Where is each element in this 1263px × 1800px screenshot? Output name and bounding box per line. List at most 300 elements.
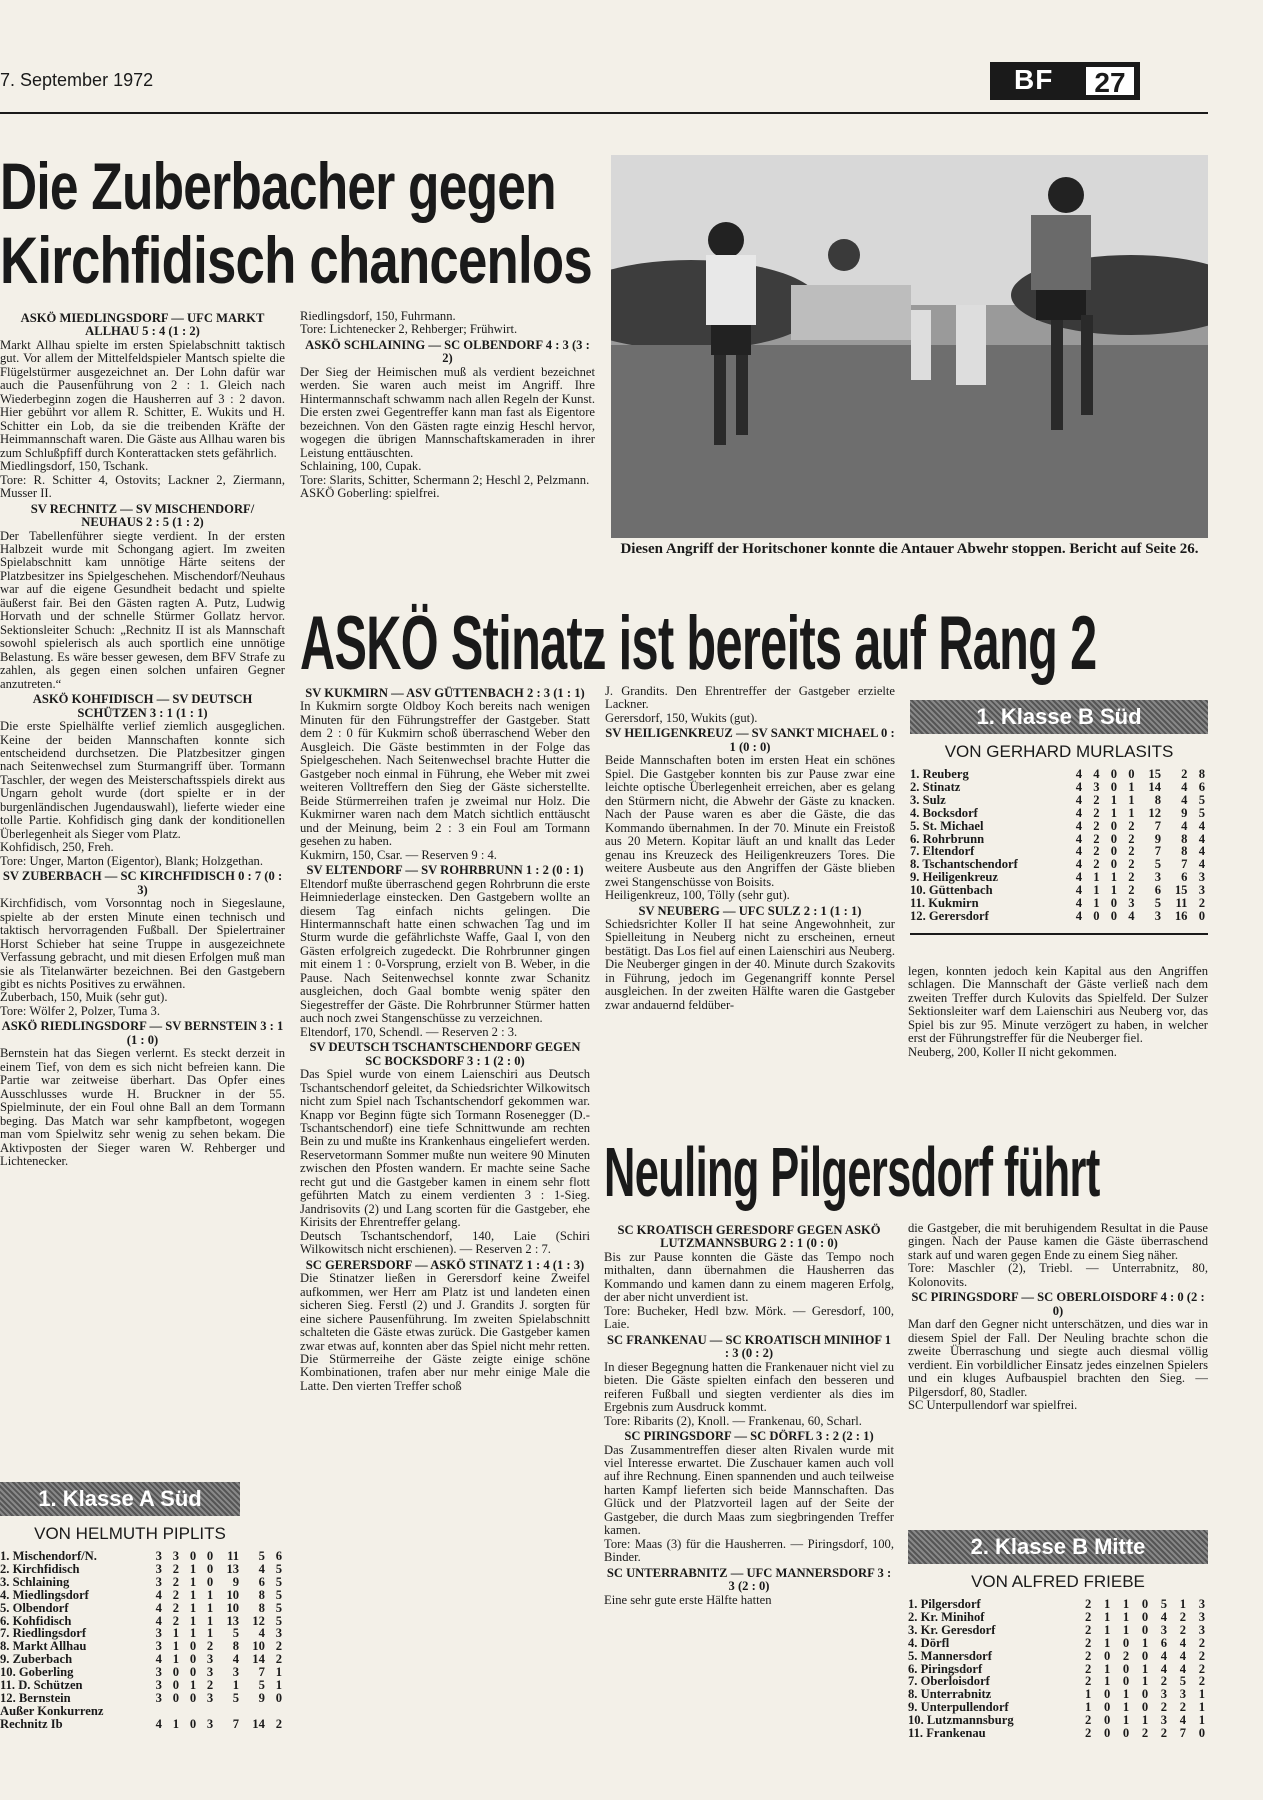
stat-cell: 4 <box>1075 767 1083 781</box>
standings-row <box>910 794 1208 807</box>
stat-cell: 4 <box>1075 805 1083 820</box>
stat-cell: 2 <box>1093 844 1100 859</box>
stat-cell: 1 <box>1179 1597 1187 1611</box>
stat-cell: 0 <box>1103 1700 1111 1715</box>
stat-cell: 1 <box>1093 870 1100 885</box>
article-column-5 <box>908 965 1208 1125</box>
team-name: 4. Miedlingsdorf <box>0 1587 89 1602</box>
article-paragraph: Zuberbach, 150, Muik (sehr gut). <box>0 990 168 1005</box>
stat-cell: 2 <box>1198 1674 1205 1689</box>
stat-cell: 0 <box>275 1690 282 1705</box>
stat-cell: 3 <box>206 1652 214 1667</box>
stat-cell: 1 <box>1085 1687 1092 1702</box>
page-number: 27 <box>1084 65 1136 97</box>
stat-cell: 5 <box>232 1690 240 1705</box>
stat-cell: 1 <box>1122 1700 1130 1715</box>
article-paragraph: Tore: Lichtenecker 2, Rehberger; Frühwirt. <box>300 322 518 337</box>
team-name: 5. St. Michael <box>910 818 984 833</box>
stat-cell <box>216 1705 242 1718</box>
stat-cell: 0 <box>1103 1726 1111 1741</box>
stat-cell: 13 <box>226 1613 240 1628</box>
match-heading: SC PIRINGSDORF — SC OBERLOISDORF 4 : 0 (2 : 0) <box>911 1290 1205 1318</box>
stat-cell: 2 <box>1128 870 1135 885</box>
photo-illustration <box>611 155 1208 538</box>
stat-cell: 4 <box>1075 792 1083 807</box>
stat-cell: 3 <box>1198 883 1205 898</box>
stat-cell: 1 <box>206 1600 214 1615</box>
team-name: 7. Riedlingsdorf <box>0 1626 87 1641</box>
standings-row <box>910 768 1208 781</box>
match-heading: SC PIRINGSDORF — SC DÖRFL 3 : 2 (2 : 1) <box>624 1429 874 1444</box>
stat-cell: 3 <box>1160 1622 1168 1637</box>
stat-cell: 10 <box>226 1587 240 1602</box>
stat-cell: 0 <box>1122 1635 1130 1650</box>
stat-cell: 3 <box>1128 896 1135 911</box>
stat-cell: 12 <box>1148 805 1161 820</box>
stat-cell: 1 <box>189 1600 197 1615</box>
standings-row <box>908 1727 1208 1740</box>
team-name: 10. Goberling <box>0 1665 74 1680</box>
stat-cell: 5 <box>232 1626 240 1641</box>
article-paragraph: Tore: Unger, Marton (Eigentor), Blank; Holzgethan. <box>0 853 264 868</box>
article-paragraph: Tore: Wölfer 2, Polzer, Tuma 3. <box>0 1003 160 1018</box>
stat-cell: 2 <box>1179 1700 1187 1715</box>
stat-cell: 2 <box>275 1716 282 1731</box>
stat-cell: 2 <box>1085 1713 1092 1728</box>
stat-cell: 1 <box>1103 1622 1111 1637</box>
article-column-1 <box>0 310 285 1490</box>
stat-cell: 4 <box>1075 857 1083 872</box>
article-paragraph: Beide Mannschaften boten im ersten Heat ein schönes Spiel. Die Gastgeber konnten bis zur Pause zwar eine leichte optische Überlegenheit erreichen, aber es gelang den Stürmern nicht, die Abwehr der Gäste zu knacken. Nach der Pause waren es aber die Gäste, die das Kommando übernahmen. In der 70. Minute ein Freistoß aus 20 Metern. Kopitar läuft an und knallt das Leder genau ins Kreuzeck des Heiligenkreuzers Tores. Die weitere Ausbeute aus den Angriffen der Gäste blieben zwei Stangenschüsse von Boisits. <box>605 753 895 889</box>
team-name: 9. Zuberbach <box>0 1652 73 1667</box>
stat-cell: 4 <box>1093 767 1100 781</box>
team-name: 11. Frankenau <box>908 1726 986 1741</box>
stat-cell: 14 <box>1148 779 1161 794</box>
team-name: 3. Kr. Geresdorf <box>908 1622 996 1637</box>
stat-cell: 0 <box>1110 857 1118 872</box>
match-heading: SC FRANKENAU — SC KROATISCH MINIHOF 1 : 3 (0 : 2) <box>606 1332 892 1361</box>
team-name: 7. Eltendorf <box>910 844 975 859</box>
stat-cell: 4 <box>1198 818 1205 833</box>
team-name: 2. Stinatz <box>910 779 961 794</box>
stat-cell: 2 <box>1179 1609 1187 1624</box>
match-heading: ASKÖ MIEDLINGSDORF — UFC MARKT ALLHAU 5 : 4 (1 : 2) <box>20 311 265 339</box>
stat-cell: 11 <box>1175 896 1188 911</box>
standings-row <box>908 1637 1208 1650</box>
article-paragraph: Der Sieg der Heimischen muß als verdient bezeichnet werden. Sie waren auch meist im Angriff. Ihre Hintermannschaft schwamm nach allen Regeln der Kunst. Die ersten zwei Gegentreffer kann man fast als Eigentore bezeichnen. Von den Gästen ragte einzig Heschl hervor, wogegen die übrigen Mannschaftskameraden in ihrer Leistung enttäuschten. <box>300 364 595 460</box>
photo-caption: Diesen Angriff der Horitschoner konnte die Antauer Abwehr stoppen. Bericht auf Seite 26. <box>620 541 1199 557</box>
stat-cell: 2 <box>1085 1609 1092 1624</box>
match-heading: SV ELTENDORF — SV ROHRBRUNN 1 : 2 (0 : 1) <box>306 863 584 878</box>
team-name: 6. Piringsdorf <box>908 1661 983 1676</box>
stat-cell: 3 <box>155 1561 162 1576</box>
stat-cell: 0 <box>1198 1726 1205 1741</box>
stat-cell: 1 <box>1198 1713 1205 1728</box>
article-paragraph: Schiedsrichter Koller II hat seine Angewohnheit, zur Spielleitung in Neuberg nicht zu erscheinen, erneut bestätigt. Das Los fiel auf einen Laienschiri aus Neuberg. Die Neuberger gingen in der 40. Minute durch Szakovits in Führung, jedoch im Gegenangriff konnte Persel ausgleichen. In der zweiten Hälfte waren die Gastgeber zwar andauernd feldüber- <box>605 916 895 1012</box>
article-paragraph: Markt Allhau spielte im ersten Spielabschnitt taktisch gut. Vor allem der Mittelfeldspieler Mantsch spielte die Flügelstürmer ausgezeichnet an. Der Lohn dafür war auch die Pausenführung von 2 : 1. Gleich nach Wiederbeginn zogen die Hausherren auf 3 : 2 davon. Hier gebührt vor allem R. Schitter, E. Wukits und H. Schitter ein Lob, da sie die treibenden Kräfte der Heimmannschaft waren. Die Gäste aus Allhau waren bis zum Schlußpfiff durch Konterattacken stets gefährlich. <box>0 337 285 460</box>
stat-cell: 0 <box>1110 844 1118 859</box>
stat-cell: 1 <box>206 1587 214 1602</box>
stat-cell: 2 <box>1093 805 1100 820</box>
stat-cell: 2 <box>1085 1674 1092 1689</box>
stat-cell: 6 <box>1154 883 1161 898</box>
match-heading: SV ZUBERBACH — SC KIRCHFIDISCH 0 : 7 (0 : 3) <box>2 869 283 897</box>
standings-1-klasse-b-sued <box>910 700 1208 935</box>
stat-cell: 1 <box>172 1716 180 1731</box>
stat-cell: 5 <box>1160 1597 1168 1611</box>
team-name: 4. Bocksdorf <box>910 805 978 820</box>
stat-cell: 0 <box>206 1574 214 1589</box>
stat-cell: 8 <box>1181 844 1188 859</box>
stat-cell: 3 <box>1154 908 1161 923</box>
standings-row <box>910 807 1208 820</box>
stat-cell: 2 <box>206 1639 214 1654</box>
stat-cell: 5 <box>1198 805 1205 820</box>
team-name: 6. Kohfidisch <box>0 1613 72 1628</box>
stat-cell: 4 <box>1160 1661 1168 1676</box>
match-heading: SC GERERSDORF — ASKÖ STINATZ 1 : 4 (1 : 3) <box>305 1257 585 1272</box>
stat-cell: 1 <box>189 1613 197 1628</box>
standings-row <box>0 1718 285 1731</box>
article-column-4 <box>605 685 895 1105</box>
team-name: 9. Heiligenkreuz <box>910 870 998 885</box>
stat-cell: 2 <box>1085 1726 1092 1741</box>
stat-cell: 0 <box>189 1690 197 1705</box>
stat-cell: 4 <box>1075 844 1083 859</box>
standings-title: 1. Klasse A Süd <box>0 1482 240 1516</box>
stat-cell: 0 <box>1128 767 1135 781</box>
match-heading: SC UNTERRABNITZ — UFC MANNERSDORF 3 : 3 (2 : 0) <box>606 1565 892 1594</box>
article-column-6 <box>604 1222 894 1792</box>
match-heading: ASKÖ SCHLAINING — SC OLBENDORF 4 : 3 (3 : 2) <box>305 337 590 366</box>
stat-cell: 1 <box>1103 1635 1111 1650</box>
stat-cell: 1 <box>189 1626 197 1641</box>
stat-cell: 4 <box>155 1600 162 1615</box>
team-name: 8. Markt Allhau <box>0 1639 87 1654</box>
stat-cell: 4 <box>1198 844 1205 859</box>
stat-cell: 4 <box>1075 870 1083 885</box>
stat-cell: 2 <box>1128 844 1135 859</box>
article-column-7 <box>908 1222 1208 1522</box>
stat-cell: 4 <box>1179 1635 1187 1650</box>
stat-cell: 2 <box>1122 1648 1130 1663</box>
team-name: 3. Sulz <box>910 792 946 807</box>
stat-cell: 15 <box>1148 767 1161 781</box>
stat-cell: 1 <box>1122 1687 1130 1702</box>
stat-cell: 8 <box>1154 792 1161 807</box>
stat-cell: 3 <box>1160 1713 1168 1728</box>
stat-cell: 2 <box>172 1587 180 1602</box>
stat-cell: 2 <box>172 1600 180 1615</box>
standings-table <box>908 1598 1208 1740</box>
standings-row <box>908 1611 1208 1624</box>
stat-cell: 3 <box>155 1678 162 1693</box>
stat-cell: 2 <box>1128 883 1135 898</box>
stat-cell: 1 <box>206 1613 214 1628</box>
stat-cell: 5 <box>1198 792 1205 807</box>
team-name: 11. D. Schützen <box>0 1678 83 1693</box>
stat-cell: 1 <box>1103 1674 1111 1689</box>
stat-cell: 2 <box>206 1678 214 1693</box>
stat-cell: 2 <box>1181 767 1188 781</box>
standings-row <box>0 1589 285 1602</box>
article-paragraph: J. Grandits. Den Ehrentreffer der Gastgeber erzielte Lackner. <box>605 685 895 712</box>
stat-cell: 0 <box>1110 818 1118 833</box>
stat-cell: 4 <box>1179 1661 1187 1676</box>
team-name: 2. Kirchfidisch <box>0 1561 80 1576</box>
stat-cell: 5 <box>275 1613 282 1628</box>
article-paragraph: Man darf den Gegner nicht unterschätzen, und dies war in diesem Spiel der Fall. Der Neuling brachte schon die zweite Überraschung und siegte auch diesmal völlig verdient. Ein vorbildlicher Einsatz jedes einzelnen Spielers und ein kluges Aufbauspiel brachten den Sieg. — Pilgersdorf, 80, Stadler. <box>908 1317 1208 1399</box>
standings-byline: VON ALFRED FRIEBE <box>971 1572 1145 1591</box>
stat-cell: 1 <box>1122 1622 1130 1637</box>
stat-cell: 6 <box>275 1549 282 1563</box>
team-name: 6. Rohrbrunn <box>910 831 985 846</box>
headline-2: ASKÖ Stinatz ist bereits auf Rang 2 <box>300 601 1097 686</box>
stat-cell: 2 <box>1198 1648 1205 1663</box>
stat-cell: 2 <box>1128 857 1135 872</box>
stat-cell: 3 <box>1198 870 1205 885</box>
stat-cell: 0 <box>206 1561 214 1576</box>
stat-cell: 0 <box>1141 1609 1149 1624</box>
standings-row <box>0 1563 285 1576</box>
standings-title: 1. Klasse B Süd <box>910 700 1208 734</box>
issue-date: 7. September 1972 <box>0 70 154 90</box>
stat-cell: 6 <box>258 1574 265 1589</box>
stat-cell: 2 <box>1179 1622 1187 1637</box>
stat-cell: 5 <box>1154 896 1161 911</box>
stat-cell: 0 <box>1103 1648 1111 1663</box>
stat-cell: 6 <box>1198 779 1205 794</box>
stat-cell: 0 <box>1122 1726 1130 1741</box>
stat-cell: 5 <box>275 1574 282 1589</box>
article-paragraph: Tore: R. Schitter 4, Ostovits; Lackner 2, Ziermann, Musser II. <box>0 472 285 501</box>
article-paragraph: Eltendorf mußte überraschend gegen Rohrbrunn die erste Heimniederlage einstecken. Den Gastgebern wollte an diesem Tag einfach nichts gelingen. Die Hintermannschaft hatte einen schwachen Tag und im Sturm wurde die gefährlichste Waffe, Gaal I, von den Gästen erfolgreich zugedeckt. Die Rohrbrunner gingen mit einem 1 : 0-Vorsprung, erzielt von B. Weber, in die Pause. Nach Seitenwechsel konnte zwar Schanitz ausgleichen, doch Gaal bombte wenig später den Siegestreffer der Gäste. Die Rohrbrunner Stürmer hatten auch noch zwei Stangenschüsse zu verzeichnen. <box>300 876 590 1026</box>
page-badge <box>990 62 1140 100</box>
article-paragraph: Die Stinatzer ließen in Gerersdorf keine Zweifel aufkommen, wer Herr am Platz ist und landeten einen sicheren Sieg. Ferstl (2) und J. Grandits J. sorgten für eine sichere Pausenführung. Im zweiten Spielabschnitt schalteten die Gäste etwas zurück. Die Gastgeber kamen zwar etwas auf, konnten aber das Spiel nicht mehr retten. Die Stürmerreihe der Gäste zeigte einige schöne Kombinationen, trafen aber nur mehr einige Male die Latte. Den vierten Treffer schoß <box>300 1271 590 1393</box>
stat-cell: 4 <box>1179 1713 1187 1728</box>
stat-cell: 4 <box>1128 908 1135 923</box>
stat-cell: 1 <box>1103 1597 1111 1611</box>
stat-cell: 9 <box>258 1690 265 1705</box>
stat-cell: 6 <box>1160 1635 1168 1650</box>
stat-cell: 4 <box>155 1716 162 1731</box>
stat-cell: 5 <box>1154 857 1161 872</box>
article-paragraph: die Gastgeber, die mit beruhigendem Resultat in die Pause gingen. Nach der Pause kamen die Gäste überraschend stark auf und waren gegen Ende zu einem Sieg näher. <box>908 1222 1208 1262</box>
stat-cell: 0 <box>1103 1687 1111 1702</box>
stat-cell: 2 <box>1085 1635 1092 1650</box>
stat-cell: 0 <box>1141 1622 1149 1637</box>
stat-cell: 6 <box>1181 870 1188 885</box>
team-name: 10. Güttenbach <box>910 883 993 898</box>
team-name: 11. Kukmirn <box>910 896 979 911</box>
match-heading: SV HEILIGENKREUZ — SV SANKT MICHAEL 0 : 1 (0 : 0) <box>605 726 895 754</box>
stat-cell <box>148 1705 165 1718</box>
standings-row <box>910 820 1208 833</box>
article-paragraph: Bis zur Pause konnten die Gäste das Tempo noch mithalten, dann übernahmen die Hausherren das Kommando und kamen dann zu einem mageren Erfolg, der aber nicht unverdient ist. <box>604 1249 894 1305</box>
stat-cell: 13 <box>226 1561 240 1576</box>
stat-cell <box>268 1705 285 1718</box>
stat-cell: 1 <box>189 1587 197 1602</box>
stat-cell: 1 <box>1122 1597 1130 1611</box>
stat-cell: 4 <box>258 1561 265 1576</box>
stat-cell: 4 <box>1075 779 1083 794</box>
stat-cell: 2 <box>1160 1700 1168 1715</box>
article-paragraph: Kirchfidisch, vom Vorsonntag noch in Siegeslaune, spielte ab der ersten Minute einen technisch und taktisch hervorragenden Fußball. Der Spielertrainer Horst Schieber hat seine Truppe in ausgezeichnete Verfassung gebracht, und mit diesen Erfolgen muß man sie als Titelanwärter bezeichnen. Bei den Gastgebern gibt es nichts Positives zu erwähnen. <box>0 896 285 991</box>
stat-cell: 7 <box>232 1716 240 1731</box>
stat-cell: 2 <box>275 1639 282 1654</box>
stat-cell: 1 <box>1141 1661 1149 1676</box>
standings-table <box>0 1550 285 1731</box>
stat-cell: 0 <box>189 1652 197 1667</box>
standings-1-klasse-a-sued <box>0 1482 285 1731</box>
stat-cell: 1 <box>172 1652 180 1667</box>
stat-cell: 3 <box>155 1690 162 1705</box>
stat-cell: 3 <box>155 1626 162 1641</box>
stat-cell: 1 <box>1141 1635 1149 1650</box>
stat-cell: 12 <box>252 1613 265 1628</box>
stat-cell: 0 <box>1141 1700 1149 1715</box>
stat-cell: 0 <box>1110 779 1118 794</box>
standings-2-klasse-b-mitte <box>908 1530 1208 1740</box>
match-heading: SV NEUBERG — UFC SULZ 2 : 1 (1 : 1) <box>638 903 862 918</box>
stat-cell: 3 <box>1198 1609 1205 1624</box>
article-paragraph: Miedlingsdorf, 150, Tschank. <box>0 459 149 474</box>
stat-cell: 1 <box>172 1626 180 1641</box>
stat-cell: 4 <box>1198 831 1205 846</box>
stat-cell: 0 <box>189 1716 197 1731</box>
article-column-2 <box>300 310 595 578</box>
stat-cell: 4 <box>258 1626 265 1641</box>
stat-cell: 16 <box>1174 908 1188 923</box>
stat-cell: 1 <box>1128 805 1135 820</box>
stat-cell: 4 <box>1181 779 1188 794</box>
stat-cell: 4 <box>1075 818 1083 833</box>
article-paragraph: Deutsch Tschantschendorf, 140, Laie (Schiri Wilkowitsch nicht erschienen). — Reserven 2 : 7. <box>300 1228 590 1257</box>
stat-cell: 0 <box>189 1639 197 1654</box>
stat-cell: 3 <box>1154 870 1161 885</box>
stat-cell: 1 <box>1198 1700 1205 1715</box>
stat-cell: 3 <box>206 1665 214 1680</box>
stat-cell <box>165 1705 182 1718</box>
stat-cell: 1 <box>1128 792 1135 807</box>
article-paragraph: Das Zusammentreffen dieser alten Rivalen wurde mit viel Interesse erwartet. Die Zuschauer kamen auch voll auf ihre Rechnung. Einen spannenden und auch teilweise harten Kampf lieferten sich beide Mannschaften. Das Glück und der Platzvorteil lagen auf der Seite der Gastgeber, die durch Maas zum siegbringenden Treffer kamen. <box>604 1442 894 1538</box>
stat-cell: 2 <box>1085 1661 1092 1676</box>
stat-cell: 8 <box>232 1639 240 1654</box>
article-paragraph: Tore: Bucheker, Hedl bzw. Mörk. — Geresdorf, 100, Laie. <box>604 1303 894 1332</box>
stat-cell: 9 <box>1154 831 1161 846</box>
stat-cell: 5 <box>275 1587 282 1602</box>
stat-cell: 1 <box>232 1678 240 1693</box>
article-paragraph: Das Spiel wurde von einem Laienschiri aus Deutsch Tschantschendorf geleitet, da Schiedsrichter Wilkowitsch nicht zum Spiel nach Tschantschendorf gekommen war. Knapp vor Beginn fügte sich Tormann Rosenegger (D.-Tschantschendorf) eine tiefe Schnittwunde am rechten Bein zu und mußte ins Krankenhaus eingeliefert werden. Reservetormann Sommer mußte nun weitere 90 Minuten zwischen den Pfosten wandern. Er machte seine Sache recht gut und die Gastgeber kamen in einem sehr flott geführten Match zu einem verdienten 3 : 1-Sieg. Jandrisovits (2) und Lang scorten für die Gastgeber, ehe Kirisits der Ehrentreffer gelang. <box>300 1067 590 1230</box>
stat-cell <box>199 1705 216 1718</box>
article-paragraph: Die erste Spielhälfte verlief ziemlich ausgeglichen. Keine der beiden Mannschaften konnte sich entscheidend durchsetzen. Die Platzbesitzer gingen nach Seitenwechsel zum Sturmangriff über. Tormann Taschler, der wegen des Meisterschaftsspiels direkt aus Ungarn geholt wurde (dort spielte er in der burgenländischen Jugendauswahl), lieferte wieder eine tolle Partie. Kohfidisch ging dank der konditionellen Überlegenheit als Sieger vom Platz. <box>0 719 285 841</box>
article-paragraph: Gerersdorf, 150, Wukits (gut). <box>605 710 758 725</box>
standings-title: 2. Klasse B Mitte <box>908 1530 1208 1564</box>
headline-1-line-1: Die Zuberbacher gegen <box>0 149 556 223</box>
article-paragraph: Der Tabellenführer siegte verdient. In der ersten Halbzeit wurde mit Schongang agiert. Im zweiten Spielabschnitt kam unnötige Härte seitens der Platzbesitzer ins Spielgeschehen. Mischendorf/Neuhaus war auf die eigene Gesundheit bedacht und spielte äußerst fair. Bei den Gästen ragten A. Putz, Ludwig Horvath und der schnelle Stürmer Gollatz hervor. Sektionsleiter Schuch: „Rechnitz II ist als Mannschaft sowohl spielerisch als auch sportlich eine unnötige Belastung. Es wäre besser gewesen, dem BFV Strafe zu zahlen, als gegen einen solchen unfairen Gegner anzutreten.“ <box>0 528 285 691</box>
article-paragraph: SC Unterpullendorf war spielfrei. <box>908 1398 1078 1413</box>
stat-cell: 2 <box>1085 1648 1092 1663</box>
stat-cell: 1 <box>1110 883 1118 898</box>
stat-cell: 5 <box>275 1561 282 1576</box>
stat-cell: 0 <box>1103 1713 1111 1728</box>
standings-row <box>0 1705 285 1718</box>
stat-cell: 2 <box>1093 818 1100 833</box>
article-paragraph: Tore: Slarits, Schitter, Schermann 2; Heschl 2, Pelzmann. <box>300 472 590 487</box>
stat-cell: 5 <box>258 1678 265 1693</box>
standings-row <box>910 910 1208 923</box>
standings-row <box>0 1576 285 1589</box>
stat-cell: 14 <box>252 1716 265 1731</box>
stat-cell: 2 <box>1085 1597 1092 1611</box>
stat-cell: 1 <box>189 1574 197 1589</box>
standings-row <box>908 1650 1208 1663</box>
team-name: 1. Reuberg <box>910 767 969 781</box>
stat-cell: 4 <box>155 1613 162 1628</box>
stat-cell: 10 <box>252 1639 265 1654</box>
stat-cell: 1 <box>1141 1713 1149 1728</box>
stat-cell: 0 <box>172 1678 180 1693</box>
team-name: 3. Schlaining <box>0 1574 70 1589</box>
stat-cell: 3 <box>206 1716 214 1731</box>
stat-cell: 8 <box>258 1587 265 1602</box>
stat-cell: 0 <box>1110 908 1118 923</box>
stat-cell: 8 <box>1181 831 1188 846</box>
stat-cell: 2 <box>172 1613 180 1628</box>
stat-cell <box>182 1705 199 1718</box>
stat-cell: 7 <box>258 1665 265 1680</box>
stat-cell: 4 <box>1179 1648 1187 1663</box>
stat-cell: 1 <box>1085 1700 1092 1715</box>
article-paragraph: Eine sehr gute erste Hälfte hatten <box>604 1592 772 1607</box>
stat-cell: 1 <box>1141 1674 1149 1689</box>
match-heading: SC KROATISCH GERESDORF GEGEN ASKÖ LUTZMANNSBURG 2 : 1 (0 : 0) <box>617 1223 881 1251</box>
standings-table <box>910 768 1208 923</box>
match-heading: ASKÖ KOHFIDISCH — SV DEUTSCH SCHÜTZEN 3 : 1 (1 : 1) <box>32 692 253 720</box>
stat-cell: 3 <box>1198 1622 1205 1637</box>
match-heading: SV DEUTSCH TSCHANTSCHENDORF GEGEN SC BOCKSDORF 3 : 1 (2 : 0) <box>309 1040 581 1068</box>
article-paragraph: Heiligenkreuz, 100, Tölly (sehr gut). <box>605 888 790 903</box>
stat-cell: 0 <box>1110 767 1118 781</box>
stat-cell: 1 <box>1093 896 1100 911</box>
standings-row <box>908 1598 1208 1611</box>
stat-cell: 4 <box>1181 792 1188 807</box>
stat-cell: 3 <box>155 1574 162 1589</box>
stat-cell: 3 <box>155 1639 162 1654</box>
match-heading: SV RECHNITZ — SV MISCHENDORF/ NEUHAUS 2 : 5 (1 : 2) <box>30 501 255 530</box>
stat-cell: 4 <box>1160 1609 1168 1624</box>
stat-cell: 1 <box>1103 1661 1111 1676</box>
team-name: 12. Bernstein <box>0 1690 71 1705</box>
stat-cell: 2 <box>275 1652 282 1667</box>
stat-cell: 1 <box>1093 883 1100 898</box>
article-paragraph: Riedlingsdorf, 150, Fuhrmann. <box>300 310 456 323</box>
standings-row <box>908 1624 1208 1637</box>
stat-cell: 0 <box>1093 908 1100 923</box>
team-name: 12. Gerersdorf <box>910 908 989 923</box>
stat-cell: 7 <box>1181 857 1188 872</box>
stat-cell: 9 <box>232 1574 240 1589</box>
stat-cell: 0 <box>1122 1661 1130 1676</box>
stat-cell: 2 <box>1093 792 1100 807</box>
stat-cell: 4 <box>1160 1648 1168 1663</box>
article-paragraph: Tore: Ribarits (2), Knoll. — Frankenau, 60, Scharl. <box>604 1413 862 1428</box>
stat-cell: 15 <box>1174 883 1188 898</box>
stat-cell: 1 <box>206 1626 214 1641</box>
stat-cell: 7 <box>1179 1726 1187 1741</box>
stat-cell: 2 <box>1198 1661 1205 1676</box>
stat-cell: 2 <box>172 1561 180 1576</box>
